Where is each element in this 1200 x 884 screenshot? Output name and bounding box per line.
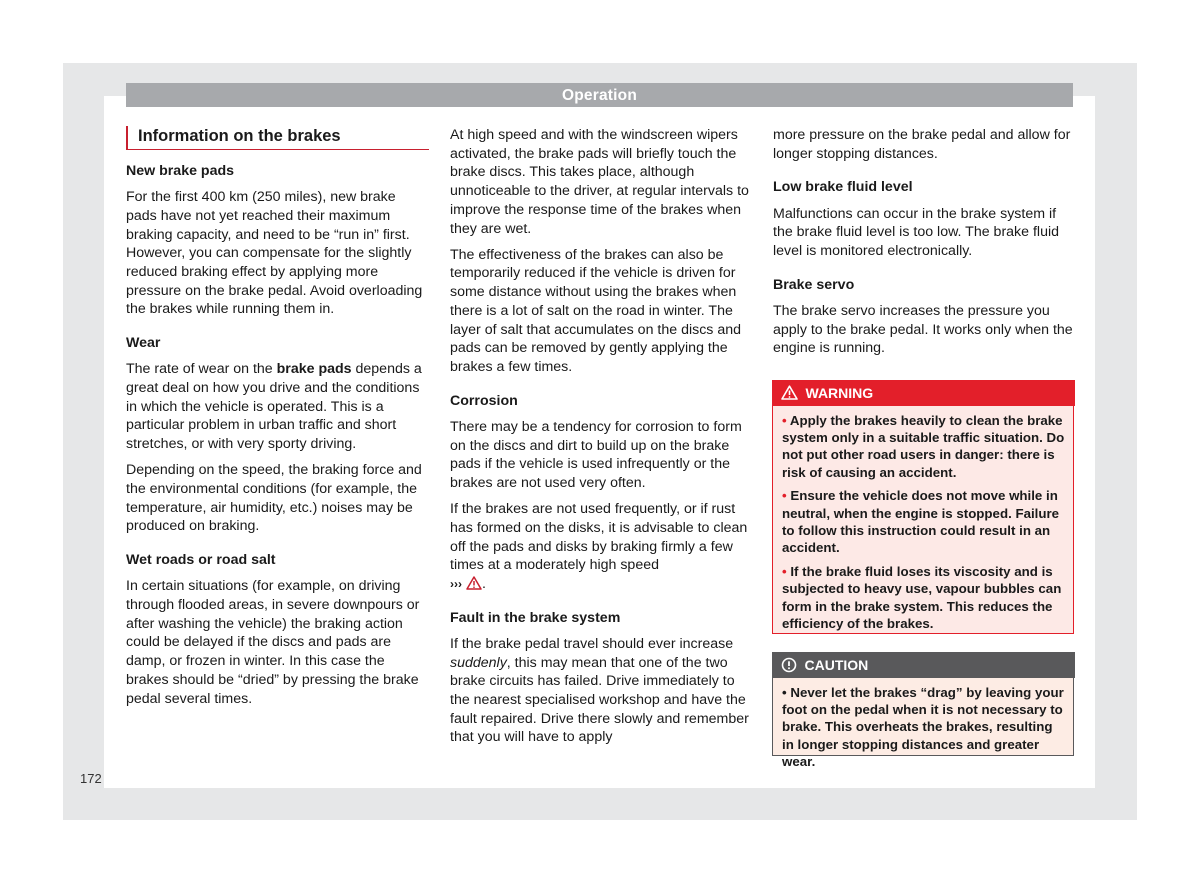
- caution-item-text: Never let the brakes “drag” by leaving your foot on the pedal when it is not necessary to brake. This overheats the brakes, resulting in longer stopping distances and greater wear.: [782, 684, 1064, 770]
- warning-item: [782, 412, 1065, 482]
- paragraph-wear: [126, 360, 426, 454]
- subheading-wear: Wear: [126, 335, 161, 352]
- emphasis-suddenly: suddenly: [450, 654, 507, 671]
- bullet-icon: •: [782, 412, 790, 428]
- warning-label: WARNING: [805, 384, 874, 401]
- section-header: Operation: [126, 83, 1073, 107]
- page-number: 172: [80, 771, 102, 786]
- text: The rate of wear on the: [126, 361, 277, 378]
- subheading-low-fluid: Low brake fluid level: [773, 179, 913, 196]
- subheading-fault: Fault in the brake system: [450, 609, 621, 626]
- warning-header: [772, 380, 1075, 406]
- caution-header: [772, 652, 1075, 678]
- bullet-icon: •: [782, 563, 791, 579]
- paragraph-corrosion-cleaning: If the brakes are not used frequently, or if rust has formed on the disks, it is advisable to clean off the pads and disks by braking firmly a few times at a moderately high speed ››› .: [450, 501, 748, 592]
- warning-item: [782, 563, 1065, 633]
- emphasis-brake-pads: brake pads: [276, 361, 352, 378]
- warning-item-text: Ensure the vehicle does not move while in neutral, when the engine is stopped. Failure to follow this instruction could result in an accident.: [782, 488, 1060, 556]
- column-2: [450, 126, 750, 747]
- subheading-new-brake-pads: New brake pads: [126, 163, 235, 179]
- caution-body: [773, 678, 1073, 771]
- paragraph-fault: [450, 635, 750, 747]
- subheading-brake-servo: Brake servo: [773, 276, 855, 293]
- column-3: [773, 126, 1073, 358]
- paragraph-noises: Depending on the speed, the braking force and the environmental conditions (for example, the temperature, air humidity, etc.) noises may be produced on braking.: [126, 462, 422, 535]
- warning-reference-icon[interactable]: [466, 576, 482, 590]
- caution-item: [782, 684, 1065, 771]
- warning-item-text: Apply the brakes heavily to clean the brake system only in a suitable traffic situation. Do not put other road users in danger: there is risk of causing an accident.: [782, 412, 1065, 480]
- bullet-icon: •: [782, 488, 791, 504]
- paragraph-low-fluid: Malfunctions can occur in the brake system if the brake fluid level is too low. The brake fluid level is monitored electronically.: [773, 205, 1060, 260]
- text: , this may mean that one of the two brake circuits has failed. Drive immediately to the nearest specialised workshop and have the fault repaired. Drive there slowly and remember that you will have to apply: [450, 654, 749, 746]
- text: depends a great deal on how you drive and the conditions in which the vehicle is operated. This is a particular problem in urban traffic and short stretches, or with very sporty driving.: [126, 361, 422, 453]
- warning-triangle-icon: [781, 385, 798, 400]
- caution-box: [772, 652, 1074, 770]
- warning-body: [773, 406, 1073, 633]
- paragraph-salt: The effectiveness of the brakes can also be temporarily reduced if the vehicle is driven for some distance without using the brakes when there is a lot of salt on the road in winter. The layer of salt that accumulates on the discs and pads can be removed by gently applying the brakes a few times.: [450, 246, 742, 375]
- section-title: Information on the brakes: [126, 126, 429, 150]
- subheading-wet-roads: Wet roads or road salt: [126, 552, 276, 569]
- warning-box: [772, 380, 1074, 634]
- paragraph-new-brake-pads: For the first 400 km (250 miles), new brake pads have not yet reached their maximum braking capacity, and need to be “run in” first. However, you can compensate for the slightly reduced braking effect by applying more pressure on the brake pedal. Avoid overloading the brakes while running them in.: [126, 189, 423, 318]
- paragraph-corrosion: There may be a tendency for corrosion to form on the discs and dirt to build up on the brake pads if the vehicle is used infrequently or the brakes are not used very often.: [450, 418, 742, 491]
- paragraph-wipers: At high speed and with the windscreen wipers activated, the brake pads will briefly touch the brake discs. This takes place, although unnoticeable to the driver, at regular intervals to improve the response time of the brakes when they are wet.: [450, 127, 749, 237]
- paragraph-brake-servo: The brake servo increases the pressure you apply to the brake pedal. It works only when the engine is running.: [773, 302, 1073, 357]
- subheading-corrosion: Corrosion: [450, 392, 518, 409]
- column-1: [126, 126, 426, 708]
- paragraph-continued: more pressure on the brake pedal and allow for longer stopping distances.: [773, 127, 1071, 162]
- caution-label: CAUTION: [804, 656, 869, 673]
- text: If the brake pedal travel should ever increase: [450, 635, 734, 652]
- paragraph-wet-roads: In certain situations (for example, on driving through flooded areas, in severe downpours or after washing the vehicle) the braking action could be delayed if the discs and pads are damp, or frozen in winter. In this case the brakes should be “dried” by pressing the brake pedal several times.: [126, 578, 420, 707]
- cross-reference-arrows[interactable]: ›››: [450, 576, 462, 591]
- bullet-icon: •: [782, 684, 791, 700]
- caution-circle-icon: [781, 657, 797, 673]
- warning-item: [782, 487, 1065, 557]
- text: If the brakes are not used frequently, or if rust has formed on the disks, it is advisable to clean off the pads and disks by braking firmly a few times at a moderately high speed: [450, 501, 748, 574]
- warning-item-text: If the brake fluid loses its viscosity and is subjected to heavy use, vapour bubbles can form in the brake system. This reduces the efficiency of the brakes.: [782, 563, 1062, 631]
